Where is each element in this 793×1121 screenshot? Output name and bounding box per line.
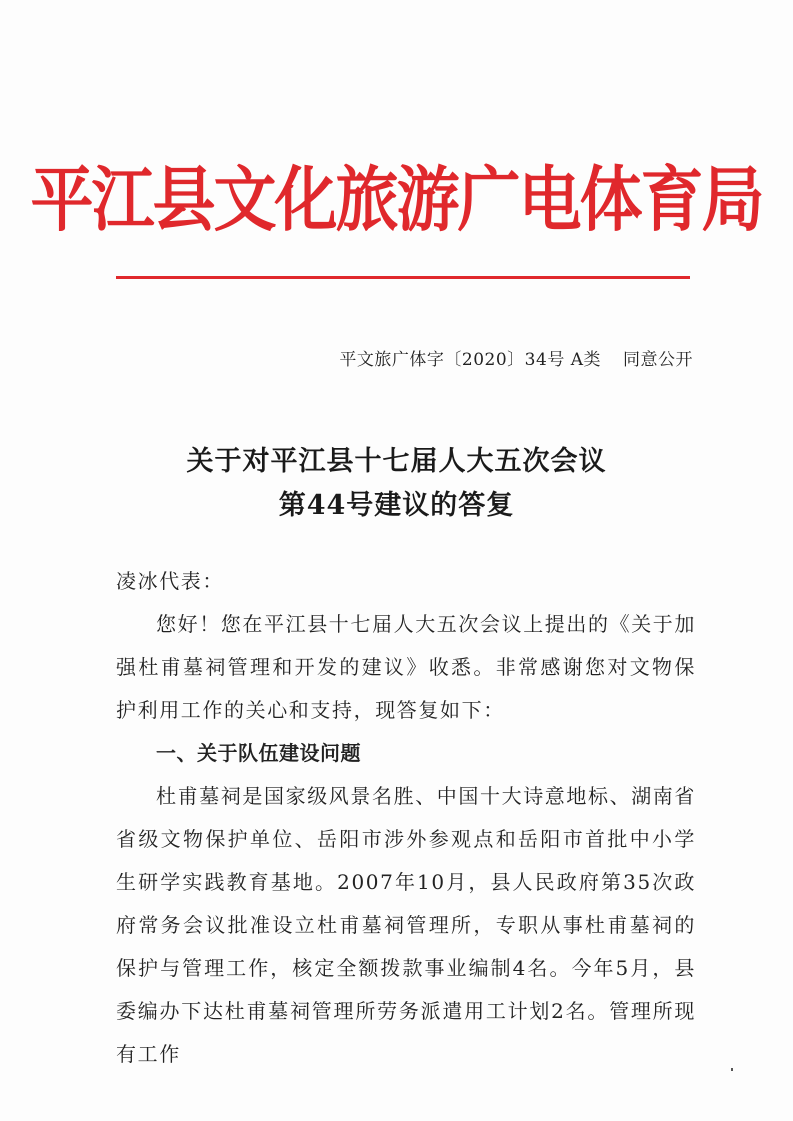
agency-header: 平江县文化旅游广电体育局 (30, 158, 763, 241)
body-paragraph-2: 杜甫墓祠是国家级风景名胜、中国十大诗意地标、湖南省省级文物保护单位、岳阳市涉外参观点和岳阳市首批中小学生研学实践教育基地。2007年10月，县人民政府第35次政府常务会议批准设立杜甫墓祠管理所，专职从事杜甫墓祠的保护与管理工作，核定全额拨款事业编制4名。今年5月，县委编办下达杜甫墓祠管理所劳务派遣用工计划2名。管理所现有工作 (116, 784, 696, 1066)
scan-mark (731, 1068, 733, 1071)
disclosure-status: 同意公开 (623, 350, 693, 370)
section-heading-1: 一、关于队伍建设问题 (156, 741, 361, 765)
document-body (116, 560, 696, 1076)
document-reference: 平文旅广体字〔2020〕34号 A类 (339, 350, 601, 370)
salutation: 凌冰代表： (116, 569, 224, 593)
body-paragraph-1: 您好！您在平江县十七届人大五次会议上提出的《关于加强杜甫墓祠管理和开发的建议》收悉。非常感谢您对文物保护利用工作的关心和支持，现答复如下： (116, 612, 696, 722)
title-line-2: 第44号建议的答复 (278, 490, 515, 521)
title-line-1: 关于对平江县十七届人大五次会议 (186, 446, 607, 477)
document-number (339, 345, 693, 370)
red-divider-line (116, 276, 690, 279)
document-title (0, 440, 793, 528)
